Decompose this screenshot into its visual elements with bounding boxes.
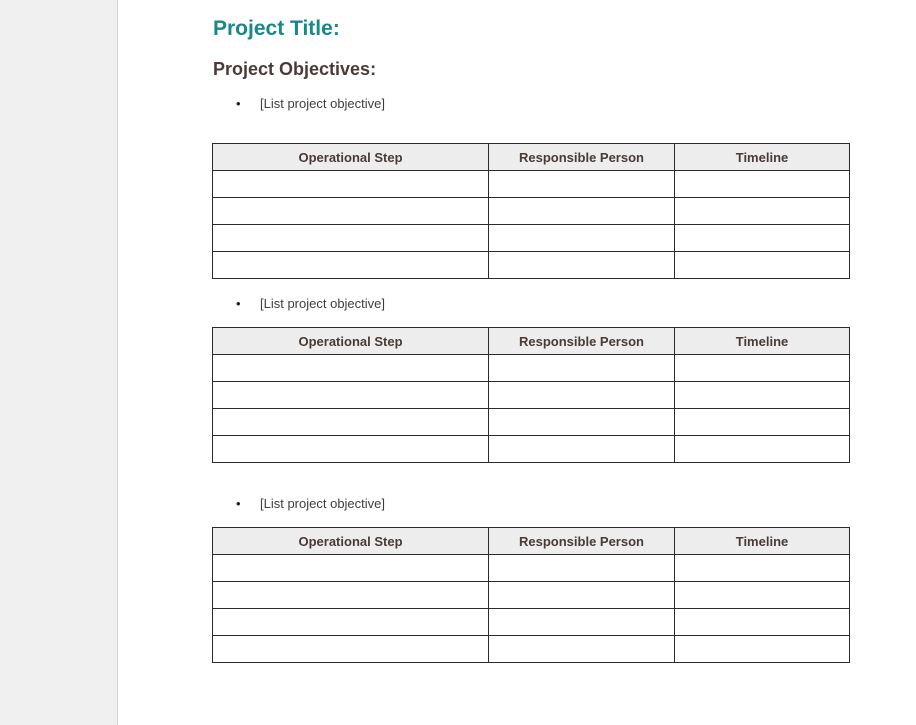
table-cell[interactable] <box>213 355 489 382</box>
table-cell[interactable] <box>675 582 850 609</box>
header-timeline[interactable]: Timeline <box>675 528 850 555</box>
table-cell[interactable] <box>489 382 675 409</box>
table-cell[interactable] <box>213 636 489 663</box>
table-cell[interactable] <box>489 609 675 636</box>
header-responsible-person[interactable]: Responsible Person <box>489 528 675 555</box>
table-cell[interactable] <box>489 355 675 382</box>
table-row <box>213 355 850 382</box>
project-objectives-heading[interactable]: Project Objectives: <box>213 59 377 79</box>
table-cell[interactable] <box>489 636 675 663</box>
table-cell[interactable] <box>675 171 850 198</box>
table-row <box>213 409 850 436</box>
table-header-row <box>213 328 850 355</box>
table-row <box>213 636 850 663</box>
table-cell[interactable] <box>489 171 675 198</box>
left-margin-panel <box>0 0 118 725</box>
table-row <box>213 582 850 609</box>
objective-text[interactable]: [List project objective] <box>260 96 386 111</box>
table-row <box>213 609 850 636</box>
table-cell[interactable] <box>213 171 489 198</box>
table-row <box>213 252 850 279</box>
table-cell[interactable] <box>675 409 850 436</box>
table-cell[interactable] <box>675 198 850 225</box>
table-cell[interactable] <box>213 436 489 463</box>
table-cell[interactable] <box>675 555 850 582</box>
table-cell[interactable] <box>489 436 675 463</box>
table-row <box>213 198 850 225</box>
table-cell[interactable] <box>489 555 675 582</box>
table-cell[interactable] <box>675 436 850 463</box>
table-row <box>213 555 850 582</box>
objective-text[interactable]: [List project objective] <box>260 496 386 511</box>
table-cell[interactable] <box>489 582 675 609</box>
operational-steps-table-2 <box>212 327 850 463</box>
bullet-dot-icon: • <box>236 496 241 511</box>
table-row <box>213 171 850 198</box>
objective-text[interactable]: [List project objective] <box>260 296 386 311</box>
table-cell[interactable] <box>675 252 850 279</box>
table-cell[interactable] <box>489 409 675 436</box>
table-cell[interactable] <box>489 225 675 252</box>
operational-steps-table-3 <box>212 527 850 663</box>
header-operational-step[interactable]: Operational Step <box>213 328 489 355</box>
table-cell[interactable] <box>213 555 489 582</box>
table-cell[interactable] <box>675 355 850 382</box>
operational-steps-table-1 <box>212 143 850 279</box>
header-responsible-person[interactable]: Responsible Person <box>489 144 675 171</box>
table-cell[interactable] <box>675 636 850 663</box>
table-cell[interactable] <box>675 609 850 636</box>
table-cell[interactable] <box>213 409 489 436</box>
document-page[interactable] <box>118 0 916 725</box>
bullet-dot-icon: • <box>236 296 241 311</box>
table-cell[interactable] <box>213 582 489 609</box>
table-cell[interactable] <box>675 225 850 252</box>
table-row <box>213 436 850 463</box>
table-cell[interactable] <box>489 198 675 225</box>
table-header-row <box>213 144 850 171</box>
header-timeline[interactable]: Timeline <box>675 144 850 171</box>
header-operational-step[interactable]: Operational Step <box>213 144 489 171</box>
table-cell[interactable] <box>213 198 489 225</box>
table-cell[interactable] <box>675 382 850 409</box>
table-row <box>213 225 850 252</box>
table-header-row <box>213 528 850 555</box>
header-responsible-person[interactable]: Responsible Person <box>489 328 675 355</box>
header-operational-step[interactable]: Operational Step <box>213 528 489 555</box>
bullet-dot-icon: • <box>236 96 241 111</box>
table-cell[interactable] <box>489 252 675 279</box>
table-row <box>213 382 850 409</box>
table-cell[interactable] <box>213 382 489 409</box>
project-title[interactable]: Project Title: <box>213 17 340 40</box>
header-timeline[interactable]: Timeline <box>675 328 850 355</box>
table-cell[interactable] <box>213 609 489 636</box>
table-cell[interactable] <box>213 225 489 252</box>
table-cell[interactable] <box>213 252 489 279</box>
